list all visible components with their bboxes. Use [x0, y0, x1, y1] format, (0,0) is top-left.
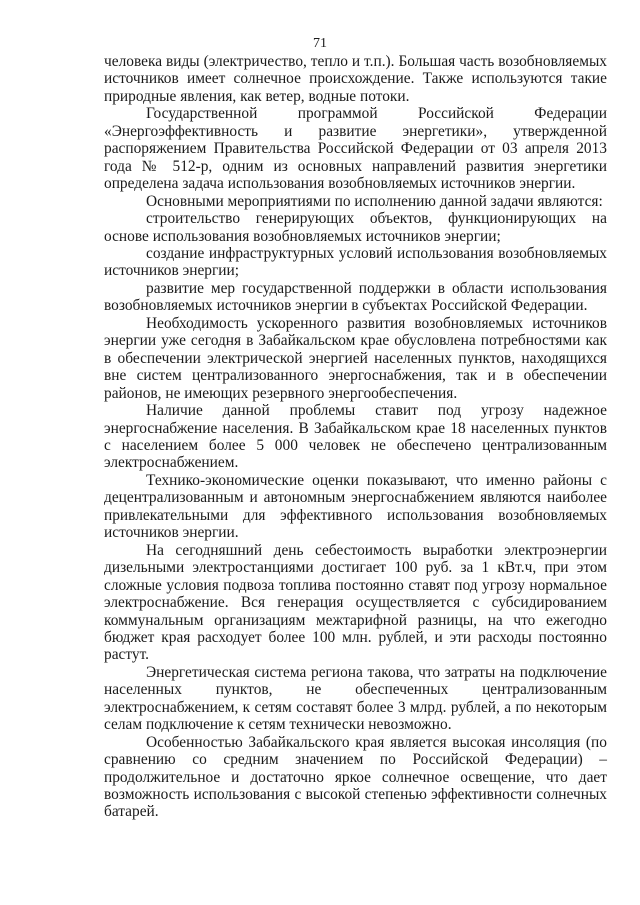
paragraph-necessity: Необходимость ускоренного развития возобновляемых источников энергии уже сегодня в Забайкальском крае обусловлена потребностями как в обеспечении электрической энергией населенных пунктов, находящихся вне систем централизованного энергоснабжения, так и в обеспечении районов, не имеющих резервного энергообеспечения. — [104, 314, 607, 402]
document-body — [104, 53, 607, 821]
paragraph-energy-system: Энергетическая система региона такова, что затраты на подключение населенных пунктов, не обеспеченных централизованным электроснабжением, к сетям составят более 3 млрд. рублей, а по некоторым селам подключение к сетям технически невозможно. — [104, 663, 607, 734]
paragraph-state-program: Государственной программой Российской Федерации «Энергоэффективность и развитие энергетики», утвержденной распоряжением Правительства Российской Федерации от 03 апреля 2013 года № 512-р, одним из основных направлений развития энергетики определена задача использования возобновляемых источников энергии. — [104, 105, 607, 193]
list-item-state-support: развитие мер государственной поддержки в области использования возобновляемых источников энергии в субъектах Российской Федерации. — [104, 279, 607, 315]
paragraph-assessments: Технико-экономические оценки показывают, что именно районы с децентрализованным и автономным энергоснабжением являются наиболее привлекательными для эффективного использования возобновляемых источников энергии. — [104, 471, 607, 542]
paragraph-problem: Наличие данной проблемы ставит под угрозу надежное энергоснабжение населения. В Забайкальском крае 18 населенных пунктов с населением более 5 000 человек не обеспечено централизованным электроснабжением. — [104, 402, 607, 472]
list-item-generation: строительство генерирующих объектов, функционирующих на основе использования возобновляемых источников энергии; — [104, 210, 607, 245]
paragraph-main-measures: Основными мероприятиями по исполнению данной задачи являются: — [146, 192, 603, 210]
list-item-infrastructure: создание инфраструктурных условий использования возобновляемых источников энергии; — [104, 244, 607, 280]
paragraph-cost: На сегодняшний день себестоимость выработки электроэнергии дизельными электростанциями достигает 100 руб. за 1 кВт.ч, при этом сложные условия подвоза топлива постоянно ставят под угрозу нормальное электроснабжение. Вся генерация осуществляется с субсидированием коммунальным организациям межтарифной разницы, на что ежегодно бюджет края расходует более 100 млн. рублей, и эти расходы постоянно растут. — [104, 541, 607, 664]
paragraph-insolation: Особенностью Забайкальского края является высокая инсоляция (по сравнению со средним значением по Российской Федерации) – продолжительное и достаточно яркое солнечное освещение, что дает возможность использования с высокой степенью эффективности солнечных батарей. — [104, 733, 607, 821]
page-number: 71 — [313, 36, 327, 51]
paragraph-continuation: человека виды (электричество, тепло и т.п.). Большая часть возобновляемых источников имеет солнечное происхождение. Также используются такие природные явления, как ветер, водные потоки. — [104, 53, 607, 105]
